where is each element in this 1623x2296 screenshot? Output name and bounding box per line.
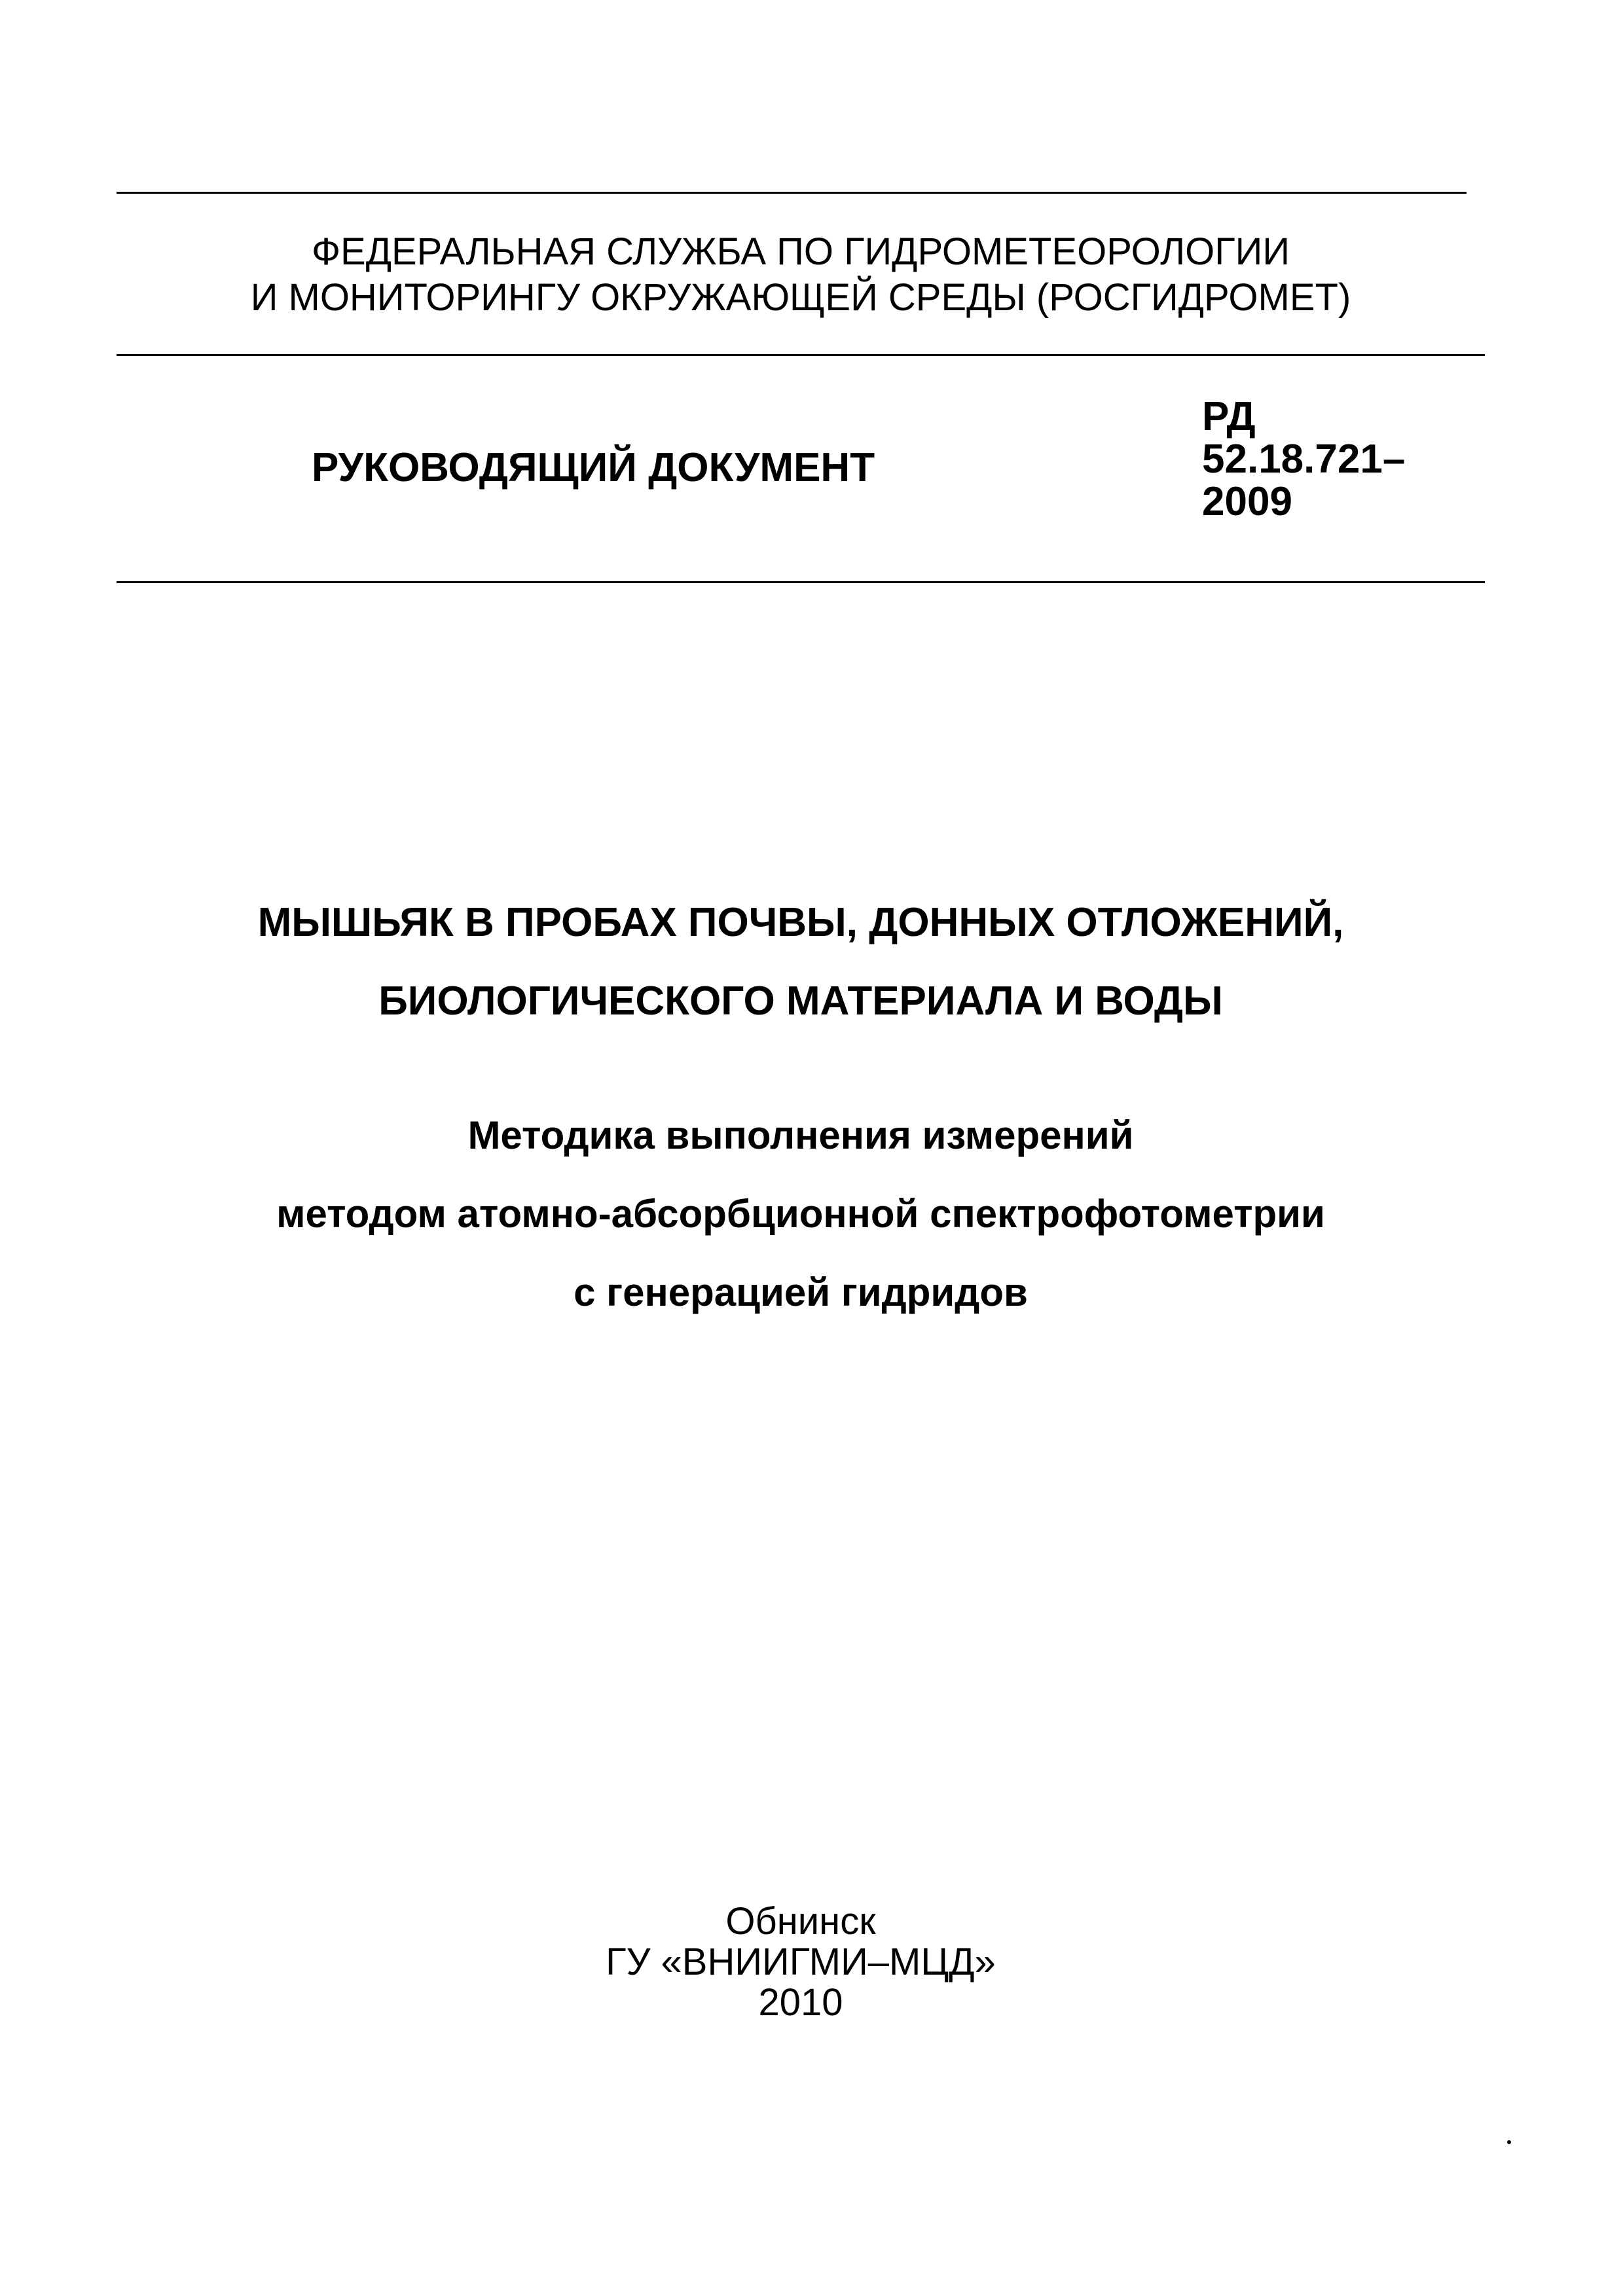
stray-dot — [1507, 2140, 1511, 2144]
document-number-code: 52.18.721– — [1202, 437, 1406, 482]
subtitle-line-2: методом атомно-абсорбционной спектрофотометрии — [276, 1192, 1325, 1236]
document-divider — [117, 581, 1485, 583]
publication-imprint — [117, 1901, 1485, 2023]
imprint-publisher: ГУ «ВНИИГМИ–МЦД» — [606, 1941, 996, 1983]
document-number-year: 2009 — [1202, 479, 1292, 524]
header-divider — [117, 354, 1485, 356]
imprint-city: Обнинск — [725, 1900, 876, 1943]
document-number — [1202, 395, 1405, 523]
page-title — [117, 884, 1485, 1041]
document-number-prefix: РД — [1202, 394, 1256, 439]
title-line-1: МЫШЬЯК В ПРОБАХ ПОЧВЫ, ДОННЫХ ОТЛОЖЕНИЙ, — [257, 900, 1344, 945]
method-subtitle — [117, 1096, 1485, 1332]
agency-line-2: И МОНИТОРИНГУ ОКРУЖАЮЩЕЙ СРЕДЫ (РОСГИДРОМЕТ) — [250, 276, 1351, 319]
subtitle-line-1: Методика выполнения измерений — [467, 1113, 1134, 1157]
agency-line-1: ФЕДЕРАЛЬНАЯ СЛУЖБА ПО ГИДРОМЕТЕОРОЛОГИИ — [311, 230, 1290, 273]
top-divider — [117, 192, 1467, 194]
subtitle-line-3: с генерацией гидридов — [574, 1270, 1028, 1314]
title-line-2: БИОЛОГИЧЕСКОГО МАТЕРИАЛА И ВОДЫ — [378, 978, 1223, 1024]
agency-header — [117, 229, 1485, 321]
imprint-year: 2010 — [758, 1981, 843, 2024]
document-type: РУКОВОДЯЩИЙ ДОКУМЕНТ — [312, 445, 875, 490]
